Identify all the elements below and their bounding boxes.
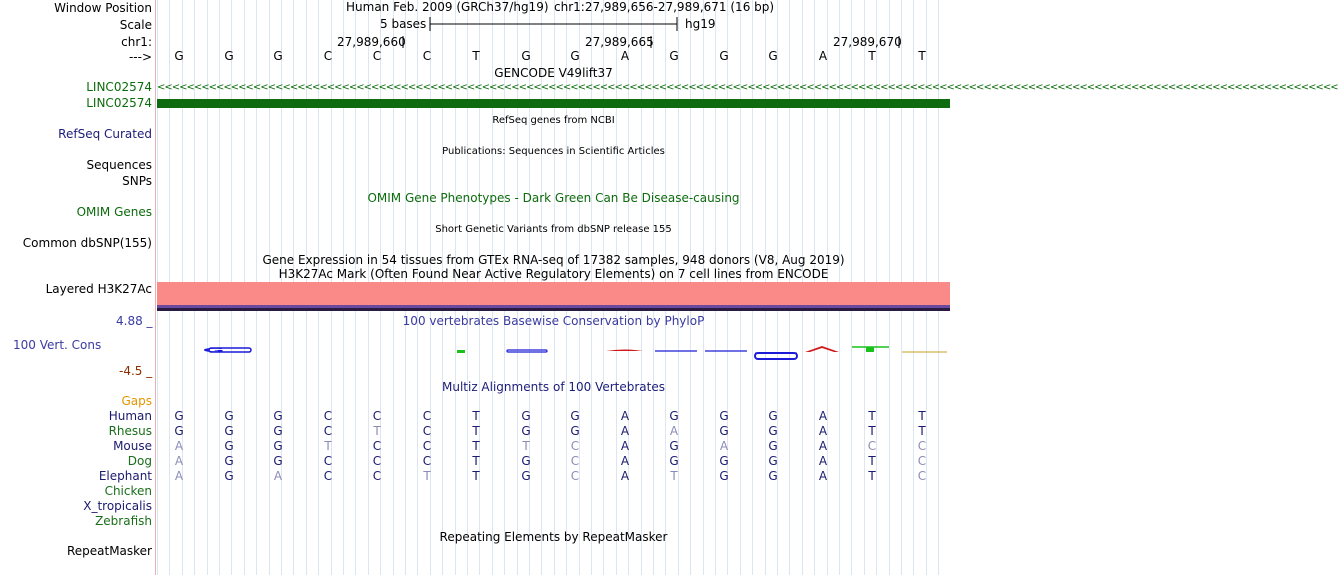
reference-base: G [719,49,729,63]
snps-label[interactable]: SNPs [122,174,152,188]
aligned-base: A [719,439,729,453]
aligned-base: T [324,439,332,453]
aligned-base: T [472,454,480,468]
aligned-base: A [818,439,828,453]
linc-transcript-1[interactable]: <<<<<<<<<<<<<<<<<<<<<<<<<<<<<<<<<<<<<<<<<<<<<<<<<<<<<<<<<<<<<<<<<<<<<<<<<<<<<<<<<<<<<<<<<<<<<<<<<<<<<<<<<<<<<<<<<<<<<<<<<<<<<<<<<<<<<<<<<<<<<<<<<<<<<<<<<<<<<<<< [157,82,1338,93]
chrom-label[interactable]: chr1: [121,35,152,49]
publications-track-title: Publications: Sequences in Scientific Articles [442,146,665,157]
aligned-base: G [669,439,679,453]
aligned-base: G [768,469,778,483]
aligned-base: A [620,424,630,438]
aligned-base: T [868,469,876,483]
linc-label-2[interactable]: LINC02574 [86,96,152,110]
aligned-base: T [472,409,480,423]
aligned-base: G [273,439,283,453]
species-label[interactable]: X_tropicalis [83,499,152,513]
aligned-base: C [570,454,580,468]
gaps-label[interactable]: Gaps [121,394,152,408]
gencode-track-title: GENCODE V49lift37 [494,66,613,80]
aligned-base: A [174,439,184,453]
species-label[interactable]: Dog [127,454,152,468]
reference-base: C [372,49,382,63]
linc-label-1[interactable]: LINC02574 [86,80,152,94]
scale-text: 5 bases [380,17,427,31]
reference-base: G [768,49,778,63]
dbsnp-label[interactable]: Common dbSNP(155) [22,236,152,250]
aligned-base: A [620,469,630,483]
aligned-base: T [472,439,480,453]
ruler-tick-label: 27,989,670 [833,35,902,49]
aligned-base: A [818,409,828,423]
window-position-label[interactable]: Window Position [54,1,152,15]
reference-base: G [224,49,234,63]
aligned-base: T [472,469,480,483]
aligned-base: G [719,469,729,483]
aligned-base: A [818,424,828,438]
linc-transcript-2[interactable] [157,99,950,108]
species-label[interactable]: Human [108,409,152,423]
aligned-base: G [521,424,531,438]
cons-min-label: -4.5 _ [119,364,153,378]
aligned-base: T [670,469,678,483]
aligned-base: T [918,424,926,438]
aligned-base: T [868,409,876,423]
aligned-base: A [620,409,630,423]
aligned-base: A [818,469,828,483]
position-text: chr1:27,989,656-27,989,671 (16 bp) [554,0,775,14]
species-label[interactable]: Mouse [113,439,152,453]
aligned-base: A [669,424,679,438]
aligned-base: T [522,439,530,453]
aligned-base: A [174,469,184,483]
aligned-base: G [669,409,679,423]
aligned-base: G [273,454,283,468]
aligned-base: G [570,424,580,438]
reference-base: A [620,49,630,63]
multiz-track-title: Multiz Alignments of 100 Vertebrates [441,380,666,394]
cons-track-title: 100 vertebrates Basewise Conservation by PhyloP [402,314,705,328]
dbsnp-track-title: Short Genetic Variants from dbSNP release 155 [435,224,672,235]
aligned-base: G [768,424,778,438]
aligned-base: C [422,424,432,438]
reference-base: C [323,49,333,63]
reference-base: G [174,49,184,63]
aligned-base: G [669,454,679,468]
aligned-base: C [422,454,432,468]
aligned-base: G [224,439,234,453]
h3k-label[interactable]: Layered H3K27Ac [45,282,152,296]
aligned-base: A [620,439,630,453]
reference-base: T [472,49,480,63]
label-divider [155,0,156,575]
aligned-base: G [719,454,729,468]
aligned-base: C [372,409,382,423]
aligned-base: G [570,409,580,423]
aligned-base: G [719,424,729,438]
aligned-base: C [323,469,333,483]
aligned-base: A [273,469,283,483]
ruler-tick-label: 27,989,665 [585,35,654,49]
aligned-base: G [521,409,531,423]
aligned-base: G [768,409,778,423]
scale-label[interactable]: Scale [119,18,152,32]
omim-track-title: OMIM Gene Phenotypes - Dark Green Can Be Disease-causing [367,191,740,205]
species-label[interactable]: Zebrafish [95,514,152,528]
reference-base: G [570,49,580,63]
aligned-base: A [620,454,630,468]
aligned-base: G [224,469,234,483]
aligned-base: A [174,454,184,468]
aligned-base: T [868,454,876,468]
aligned-base: C [323,424,333,438]
aligned-base: G [273,424,283,438]
aligned-base: C [570,469,580,483]
aligned-base: G [521,469,531,483]
omim-label[interactable]: OMIM Genes [76,205,152,219]
repeat-track-title: Repeating Elements by RepeatMasker [439,530,668,544]
aligned-base: C [372,469,382,483]
aligned-base: T [472,424,480,438]
assembly-title: Human Feb. 2009 (GRCh37/hg19) [346,0,549,14]
assembly-short: hg19 [685,17,716,31]
species-label[interactable]: Elephant [98,469,152,483]
h3k-track-title: H3K27Ac Mark (Often Found Near Active Regulatory Elements) on 7 cell lines from ENCODE [278,267,829,281]
ruler-tick-label: 27,989,660 [337,35,406,49]
reference-base: C [422,49,432,63]
aligned-base: T [918,409,926,423]
aligned-base: C [323,409,333,423]
aligned-base: G [273,409,283,423]
reference-base: T [918,49,926,63]
gtex-track-title: Gene Expression in 54 tissues from GTEx RNA-seq of 17382 samples, 948 donors (V8, Aug 2019) [262,253,845,267]
aligned-base: T [373,424,381,438]
h3k27ac-signal-band [157,308,950,311]
aligned-base: G [174,409,184,423]
aligned-base: C [867,439,877,453]
aligned-base: G [224,409,234,423]
aligned-base: C [323,454,333,468]
aligned-base: C [570,439,580,453]
aligned-base: C [372,439,382,453]
aligned-base: T [423,469,431,483]
reference-base: A [818,49,828,63]
aligned-base: C [917,454,927,468]
phylop-logo[interactable] [157,335,950,365]
species-label[interactable]: Chicken [104,484,152,498]
species-label[interactable]: Rhesus [108,424,152,438]
aligned-base: G [521,454,531,468]
aligned-base: C [422,409,432,423]
aligned-base: C [917,439,927,453]
h3k27ac-signal[interactable] [157,282,950,305]
reference-base: G [521,49,531,63]
aligned-base: G [174,424,184,438]
refseq-track-title: RefSeq genes from NCBI [492,115,615,126]
aligned-base: C [372,454,382,468]
svg-text:G: G [202,346,225,354]
reference-base: T [868,49,876,63]
aligned-base: G [768,439,778,453]
reference-base: G [273,49,283,63]
cons-label[interactable]: 100 Vert. Cons [13,338,102,352]
cons-max-label: 4.88 _ [116,314,153,328]
aligned-base: G [224,424,234,438]
aligned-base: C [422,439,432,453]
aligned-base: A [818,454,828,468]
aligned-base: G [768,454,778,468]
aligned-base: G [224,454,234,468]
reference-base: G [669,49,679,63]
strand-label: ---> [128,50,152,64]
aligned-base: G [719,409,729,423]
sequences-label[interactable]: Sequences [86,158,152,172]
refseq-label[interactable]: RefSeq Curated [58,127,152,141]
aligned-base: C [917,469,927,483]
aligned-base: T [868,424,876,438]
repeat-label[interactable]: RepeatMasker [66,544,152,558]
